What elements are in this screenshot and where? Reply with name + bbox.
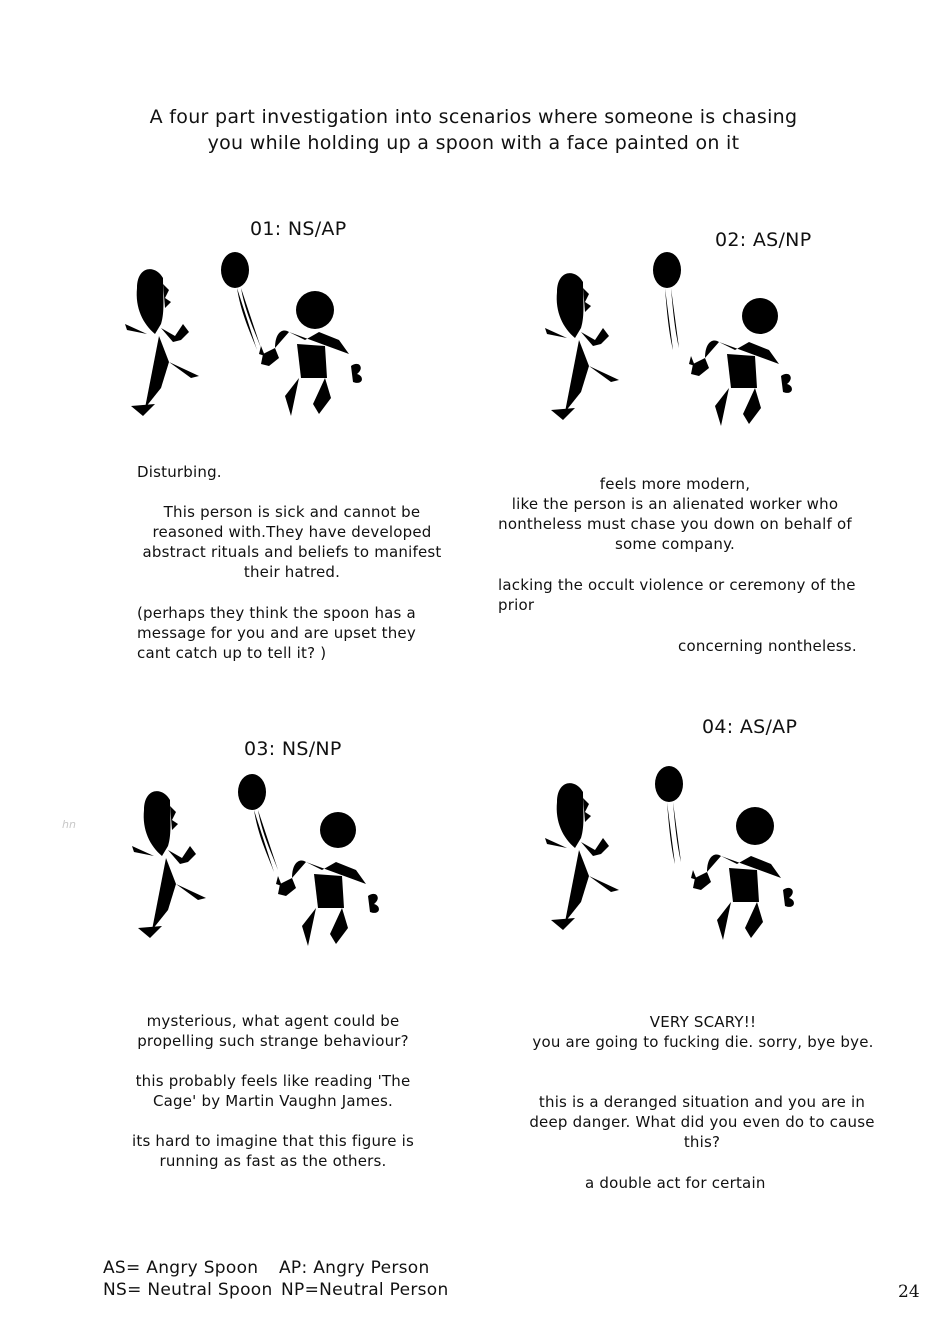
panel-1-text-c: (perhaps they think the spoon has a message for you and are upset they cant catch up to tell it? ) xyxy=(137,604,416,662)
neutral-spoon xyxy=(221,252,261,350)
panel-1-heading: 01: NS/AP xyxy=(250,218,347,240)
panel-1-text-b: This person is sick and cannot be reasoned with.They have developed abstract rituals and beliefs to manifest their hatred. xyxy=(142,503,442,581)
chasing-figure xyxy=(276,861,379,946)
panel-2-text-c: concerning nontheless. xyxy=(678,637,857,655)
panel-1-drawing xyxy=(95,228,415,458)
panel-2-text-b: lacking the occult violence or ceremony of the prior xyxy=(498,576,856,614)
neutral-head xyxy=(320,812,356,848)
legend-np: NP=Neutral Person xyxy=(281,1280,449,1300)
panel-2-heading: 02: AS/NP xyxy=(715,229,812,251)
panel-2-text-a: feels more modern, like the person is an alienated worker who nontheless must chase you down on behalf of some company. xyxy=(498,475,852,553)
page-title xyxy=(0,104,947,156)
fleeing-figure xyxy=(541,230,619,420)
angry-head xyxy=(296,291,334,329)
panel-3-text-b: this probably feels like reading 'The Cage' by Martin Vaughn James. xyxy=(135,1072,411,1110)
panel-4-text-a: VERY SCARY!! you are going to fucking die. sorry, bye bye. xyxy=(532,1013,874,1051)
fleeing-figure xyxy=(541,740,619,930)
title-line-2: you while holding up a spoon with a face painted on it xyxy=(207,132,740,154)
neutral-head xyxy=(742,298,778,334)
panel-4-text-c: a double act for certain xyxy=(585,1174,766,1192)
chasing-figure xyxy=(691,855,794,940)
panel-1-text-a: Disturbing. xyxy=(137,463,222,481)
chasing-figure xyxy=(259,331,362,416)
page-number: 24 xyxy=(898,1282,920,1302)
panel-3-text-a: mysterious, what agent could be propelling such strange behaviour? xyxy=(137,1012,409,1050)
panel-3-drawing xyxy=(100,748,430,978)
fleeing-figure xyxy=(128,748,206,938)
angry-head xyxy=(736,807,774,845)
legend-ns: NS= Neutral Spoon xyxy=(103,1280,273,1300)
faint-mark: hn xyxy=(62,818,76,831)
legend-ap: AP: Angry Person xyxy=(279,1258,430,1278)
panel-3-heading: 03: NS/NP xyxy=(244,738,342,760)
title-line-1: A four part investigation into scenarios where someone is chasing xyxy=(149,106,798,128)
panel-3-text-c: its hard to imagine that this figure is running as fast as the others. xyxy=(132,1132,414,1170)
angry-spoon xyxy=(653,252,681,350)
angry-spoon xyxy=(655,766,683,864)
panel-4-heading: 04: AS/AP xyxy=(702,716,798,738)
legend-as: AS= Angry Spoon xyxy=(103,1258,259,1278)
neutral-spoon xyxy=(238,774,278,872)
fleeing-figure xyxy=(121,226,199,416)
panel-4-drawing xyxy=(525,742,845,972)
panel-4-text-b: this is a deranged situation and you are in deep danger. What did you even do to cause this? xyxy=(529,1093,875,1151)
panel-2-drawing xyxy=(525,232,845,452)
chasing-figure xyxy=(689,341,792,426)
